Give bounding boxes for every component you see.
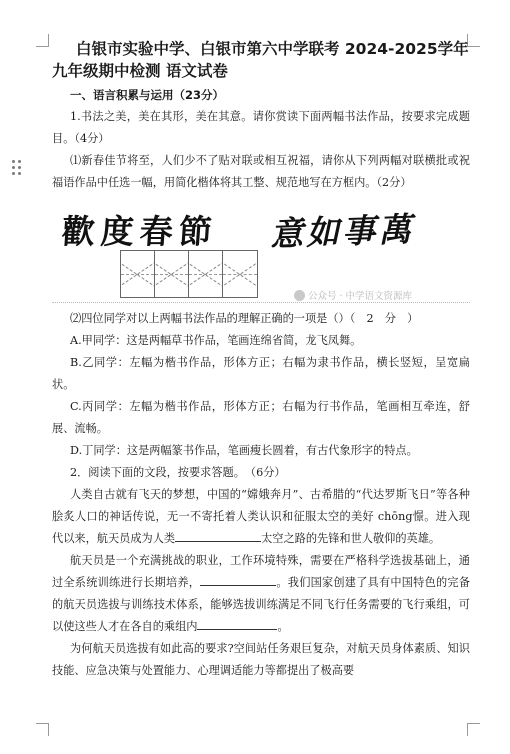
option-a: A.甲同学：这是两幅草书作品，笔画连绵省简，龙飞凤舞。 xyxy=(70,334,362,347)
question-1-intro: 1.书法之美，美在其形，美在其意。请你赏读下面两幅书法作品，按要求完成题目。（4分） xyxy=(52,110,470,145)
writing-grid-cell[interactable] xyxy=(121,251,155,297)
drag-handle-icon[interactable] xyxy=(12,160,22,176)
calligraphy-work-left: 歡度春節 xyxy=(60,212,220,251)
passage-paragraph-3: 为何航天员选拔有如此高的要求?空间站任务艰巨复杂，对航天员身体素质、知识技能、应急决策与处置能力、心理调适能力等都提出了极高要 xyxy=(52,642,470,677)
page-title: 白银市实验中学、白银市第六中学联考 2024-2025学年九年级期中检测 语文试卷 xyxy=(52,40,469,80)
page-corner-mark xyxy=(467,723,480,736)
document-page xyxy=(52,38,470,682)
wechat-icon xyxy=(294,290,305,301)
writing-grid-cell[interactable] xyxy=(223,251,257,297)
passage-paragraph-1 xyxy=(52,484,470,550)
passage-text: 人类自古就有飞天的梦想，中国的“嫦娥奔月”、古希腊的“代达罗斯飞日”等各种脍炙人口的神话传说，无一不寄托着人类认识和征服太空的美好 chōng憬。进入现代以来，航天员成为人类 xyxy=(52,488,470,545)
watermark-text: 公众号 · 中学语文资源库 xyxy=(308,291,413,302)
writing-grid-cell[interactable] xyxy=(189,251,223,297)
option-b: B.乙同学：左幅为楷书作品，形体方正；右幅为隶书作品，横长竖短，呈宽扁状。 xyxy=(52,356,470,391)
page-corner-mark xyxy=(36,34,49,47)
passage-text: 航天员是一个充满挑战的职业，工作环境特殊，需要在严格科学选拔基础上，通过全系统训练进行长期培养， xyxy=(52,554,470,589)
option-c: C.丙同学：左幅为楷书作品，形体方正；右幅为行书作品，笔画相互牵连，舒展、流畅。 xyxy=(52,400,470,435)
question-1-part-2: ⑵四位同学对以上两幅书法作品的理解正确的一项是（）（ 2 分 ） xyxy=(70,312,419,325)
passage-text: 。我们国家创建了具有中国特色的完备的航天员选拔与训练技术体系，能够选拔训练满足不同飞行任务需要的飞行乘组，可以使这些人才在各自的乘组内 xyxy=(52,576,470,633)
question-1-part-1: ⑴新春佳节将至，人们少不了贴对联或相互祝福，请你从下列两幅对联横批或祝福语作品中任选一幅，用简化楷体将其工整、规范地写在方框内。（2分） xyxy=(52,154,470,189)
fill-blank[interactable] xyxy=(197,617,277,630)
writing-grid[interactable] xyxy=(120,250,258,298)
writing-grid-cell[interactable] xyxy=(155,251,189,297)
calligraphy-work-right: 意如事萬 xyxy=(269,209,415,254)
fill-blank[interactable] xyxy=(200,573,276,586)
section-heading: 一、语言积累与运用（23分） xyxy=(70,88,225,102)
calligraphy-figure xyxy=(52,198,470,302)
divider xyxy=(52,302,470,306)
fill-blank[interactable] xyxy=(175,529,261,542)
passage-text: 。 xyxy=(277,620,289,633)
page-corner-mark xyxy=(36,723,49,736)
watermark xyxy=(294,288,412,302)
passage-paragraph-2 xyxy=(52,550,470,638)
option-d: D.丁同学：这是两幅篆书作品，笔画瘦长圆着，有古代象形字的特点。 xyxy=(70,444,418,457)
passage-text: 太空之路的先锋和世人敬仰的英雄。 xyxy=(261,532,441,545)
question-2-intro: 2．阅读下面的文段，按要求答题。 （6分） xyxy=(70,466,286,479)
